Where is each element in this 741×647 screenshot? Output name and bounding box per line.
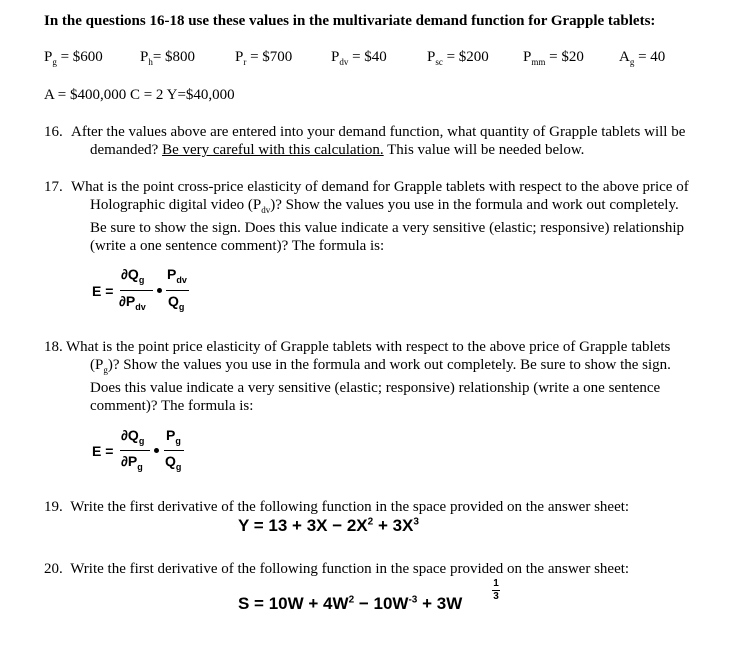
formula-denominator-1: $\partial P_{dv}$ [119, 293, 146, 312]
multiply-dot [154, 448, 159, 453]
value-pdv: $P_{dv}$ = $40 [331, 49, 387, 67]
value-psc: $P_{sc}$ = $200 [427, 49, 489, 67]
fraction-bar [120, 450, 150, 451]
fraction-bar [120, 290, 153, 291]
formula-lhs: E = [92, 283, 114, 299]
value-pmm: $P_{mm}$ = $20 [523, 49, 584, 67]
formula-numerator-2: $P_g$ [166, 427, 181, 446]
question-number: 16. [44, 124, 63, 140]
value-pr: $P_r$ = $700 [235, 49, 293, 67]
exponent-fraction: 1 3 [493, 578, 499, 602]
value-pg: $P_g$ = $600 [44, 49, 103, 67]
function-y-equation: $Y = 13 + 3X - 2X^2 + 3X^3$ [238, 516, 419, 535]
question-number: 18. [44, 339, 63, 355]
formula-denominator-2: $Q_g$ [165, 453, 182, 472]
question-16: 16. After the values above are entered into your demand function, what quantity of Grapple tablets will be demanded? Be very careful with this calculation. This value will be needed below. [44, 124, 686, 158]
fraction-bar [164, 450, 184, 451]
instructions-heading: In the questions 16-18 use these values in the multivariate demand function for Grapple tablets: [44, 13, 656, 29]
formula-denominator-1: $\partial P_g$ [121, 453, 143, 472]
formula-numerator-1: $\partial Q_g$ [121, 427, 145, 446]
question-20: 20. Write the first derivative of the following function in the space provided on the answer sheet: [44, 561, 630, 577]
formula-numerator-1: $\partial Q_g$ [121, 266, 145, 285]
multiply-dot [157, 288, 162, 293]
question-18: 18. What is the point price elasticity of Grapple tablets with respect to the above price of Grapple tablets $(P_g)$? Show the values you use in the formula and work out completely. Be sure to show the sign. Does this value indicate a very sensitive (elastic; responsive) relationship (write a one sentence comment)? The formula is: [44, 339, 671, 414]
formula-lhs: E = [92, 443, 114, 459]
question-number: 17. [44, 179, 63, 195]
question-19: 19. Write the first derivative of the following function in the space provided on the answer sheet: [44, 499, 630, 515]
question-17: 17. What is the point cross-price elasticity of demand for Grapple tablets with respect to the above price of Holographic digital video $(P_{dv})$? Show the values you use in the formula and work out completely. Be sure to show the sign. Does this value indicate a very sensitive (elastic; responsive) relationship (write a one sentence comment)? The formula is: [44, 179, 689, 254]
value-ag: $A_g = 40$ [619, 49, 666, 67]
fraction-bar [166, 290, 189, 291]
values-row-2: A = $400,000 C = 2 Y=$40,000 [44, 87, 235, 103]
formula-denominator-2: $Q_g$ [168, 293, 185, 312]
function-s-equation: $S = 10W + 4W^2 - 10W^{-3} + 3W$ [238, 594, 463, 613]
value-ph: $P_h=$ $800 [140, 49, 196, 67]
formula-numerator-2: $P_{dv}$ [167, 266, 187, 285]
